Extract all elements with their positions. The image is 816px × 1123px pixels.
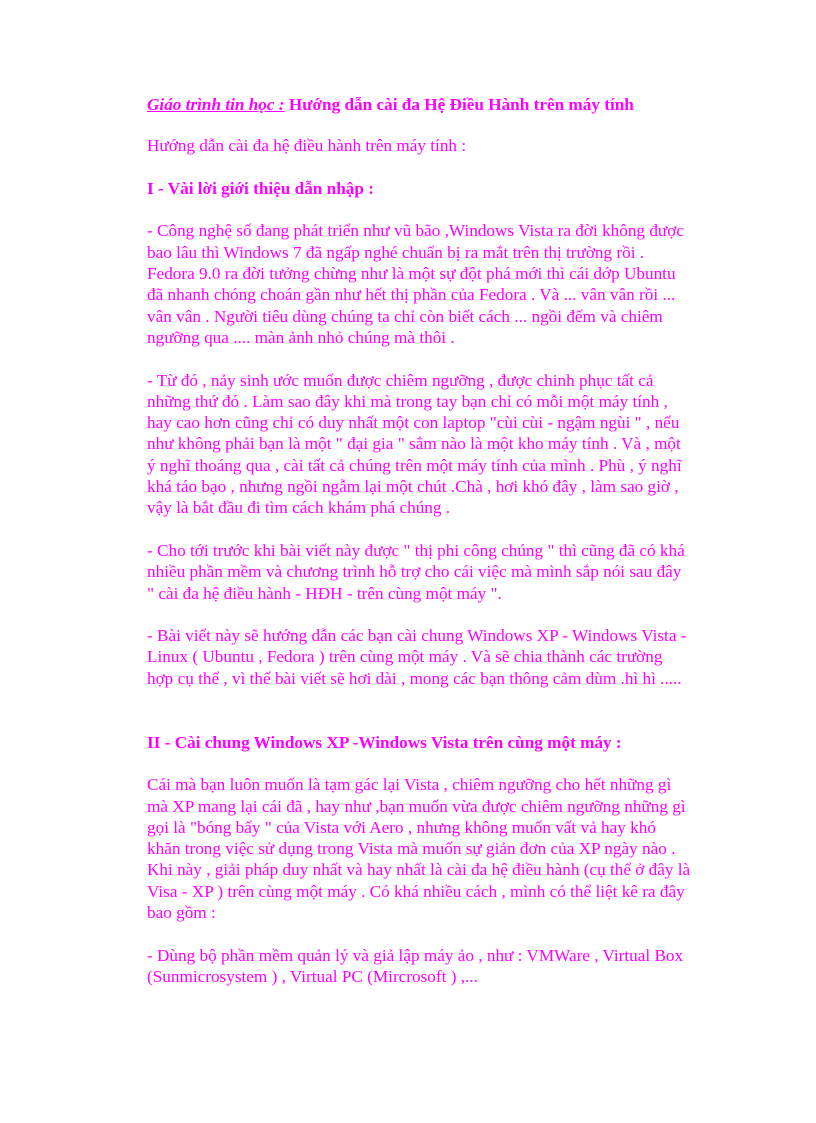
title-prefix: Giáo trình tin học : bbox=[147, 95, 285, 114]
section1-heading: I - Vài lời giới thiệu dẫn nhập : bbox=[147, 178, 374, 198]
section-spacer bbox=[147, 710, 692, 731]
section2-paragraph: Cái mà bạn luôn muốn là tạm gác lại Vista , chiêm ngưỡng cho hết những gì mà XP mang lại cái đã , hay như ,bạn muốn vừa được chiêm ngưỡng những gì gọi là "bóng bẩy " của Vista với Aero , nhưng không muốn vất vả hay khó khăn trong việc sử dụng trong Vista mà muốn sự giản đơn của XP ngày nào . Khi này , giải pháp duy nhất và hay nhất là cài đa hệ điều hành (cụ thể ở đây là Visa - XP ) trên cùng một máy . Có khá nhiều cách , mình có thể liệt kê ra đây bao gồm : bbox=[147, 775, 691, 922]
title-main: Hướng dẫn cài đa Hệ Điều Hành trên máy tính bbox=[284, 95, 634, 114]
section2-paragraph: - Dùng bộ phần mềm quản lý và giả lập máy ảo , như : VMWare , Virtual Box (Sunmicrosystem ) , Virtual PC (Mircrosoft ) ,... bbox=[147, 945, 684, 986]
section1-paragraph: - Từ đó , nảy sinh ước muốn được chiêm ngưỡng , được chinh phục tất cả những thứ đó . Làm sao đây khi mà trong tay bạn chỉ có mỗi một máy tính , hay cao hơn cũng chỉ có duy nhất một con laptop "cùi cùi - ngậm ngùi " , nếu như không phải bạn là một " đại gia " sắm nào là một kho máy tính . Và , một ý nghĩ thoáng qua , cài tất cả chúng trên một máy tính của mình . Phù , ý nghĩ khá táo bạo , nhưng ngồi ngẫm lại một chút .Chà , hơi khó đây , làm sao giờ , vậy là bắt đầu đi tìm cách khám phá chúng . bbox=[147, 370, 682, 518]
section2-heading: II - Cài chung Windows XP -Windows Vista trên cùng một máy : bbox=[147, 732, 622, 752]
section1-paragraph: - Cho tới trước khi bài viết này được " thị phi công chúng " thì cũng đã có khá nhiều phần mềm và chương trình hỗ trợ cho cái việc mà mình sắp nói sau đây " cài đa hệ điều hành - HĐH - trên cùng một máy ". bbox=[147, 540, 685, 603]
document-page bbox=[147, 94, 692, 1008]
section1-paragraph: - Công nghệ số đang phát triển như vũ bão ,Windows Vista ra đời không được bao lâu thì Windows 7 đã ngấp nghé chuẩn bị ra mắt trên thị trường rồi . Fedora 9.0 ra đời tưởng chừng như là một sự đột phá mới thì cái dớp Ubuntu đã nhanh chóng choán gần như hết thị phần của Fedora . Và ... vân vân rồi ... vân vân . Người tiêu dùng chúng ta chỉ còn biết cách ... ngồi đếm và chiêm ngưỡng qua .... màn ảnh nhỏ chúng mà thôi . bbox=[147, 221, 684, 347]
document-subtitle: Hướng dẫn cài đa hệ điều hành trên máy tính : bbox=[147, 136, 467, 156]
document-title bbox=[147, 94, 692, 115]
section1-paragraph: - Bài viết này sẽ hướng dẫn các bạn cài chung Windows XP - Windows Vista - Linux ( Ubuntu , Fedora ) trên cùng một máy . Và sẽ chia thành các trường hợp cụ thể , vì thế bài viết sẽ hơi dài , mong các bạn thông cảm dùm .hì hì ..... bbox=[147, 626, 687, 688]
